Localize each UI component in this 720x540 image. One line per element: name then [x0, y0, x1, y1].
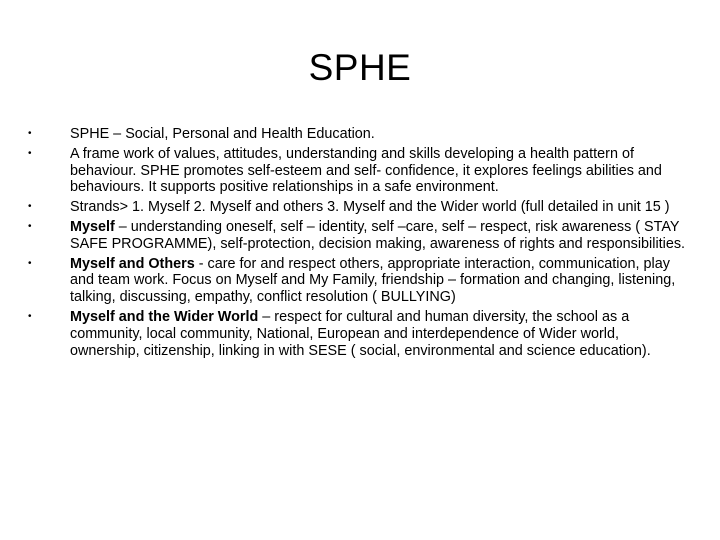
bullet-item-myself: [28, 219, 688, 253]
bullet-dot-icon: •: [28, 147, 32, 159]
bullet-list: [28, 126, 688, 362]
bullet-item-strands: [28, 199, 688, 216]
bullet-text: - care for and respect others, appropriate interaction, communication, play and team work. Focus on Myself and My Family, friendship – formation and changing, listening, talking, discussing, empathy, conflict resolution ( BULLYING): [70, 255, 676, 306]
bullet-item-framework: [28, 146, 688, 196]
bullet-text: – respect for cultural and human diversity, the school as a community, local community, National, European and interdependence of Wider world, ownership, citizenship, linking in with SESE ( social, environmental and science education).: [70, 308, 651, 359]
bullet-dot-icon: •: [28, 201, 32, 213]
bullet-item-myself-and-others: [28, 256, 688, 306]
bullet-heading: Myself: [70, 218, 115, 235]
bullet-text: A frame work of values, attitudes, understanding and skills developing a health pattern of behaviour. SPHE promotes self-esteem and self- confidence, it explores feelings abilities and behaviours. It supports positive relationships in a safe environment.: [70, 145, 662, 196]
bullet-item-sphe-definition: [28, 126, 688, 143]
bullet-heading: Myself and Others: [70, 255, 195, 272]
slide-title: SPHE: [308, 47, 412, 88]
bullet-dot-icon: •: [28, 220, 32, 232]
bullet-text: SPHE – Social, Personal and Health Education.: [70, 126, 375, 142]
bullet-heading: Myself and the Wider World: [70, 308, 259, 325]
bullet-item-wider-world: [28, 309, 688, 359]
bullet-dot-icon: •: [28, 310, 32, 322]
bullet-dot-icon: •: [28, 257, 32, 269]
bullet-text: – understanding oneself, self – identity, self –care, self – respect, risk awareness ( STAY SAFE PROGRAMME), self-protection, decision making, awareness of rights and responsibilities.: [70, 218, 686, 252]
bullet-text: Strands> 1. Myself 2. Myself and others 3. Myself and the Wider world (full detailed in unit 15 ): [70, 199, 670, 216]
bullet-dot-icon: •: [28, 128, 32, 139]
